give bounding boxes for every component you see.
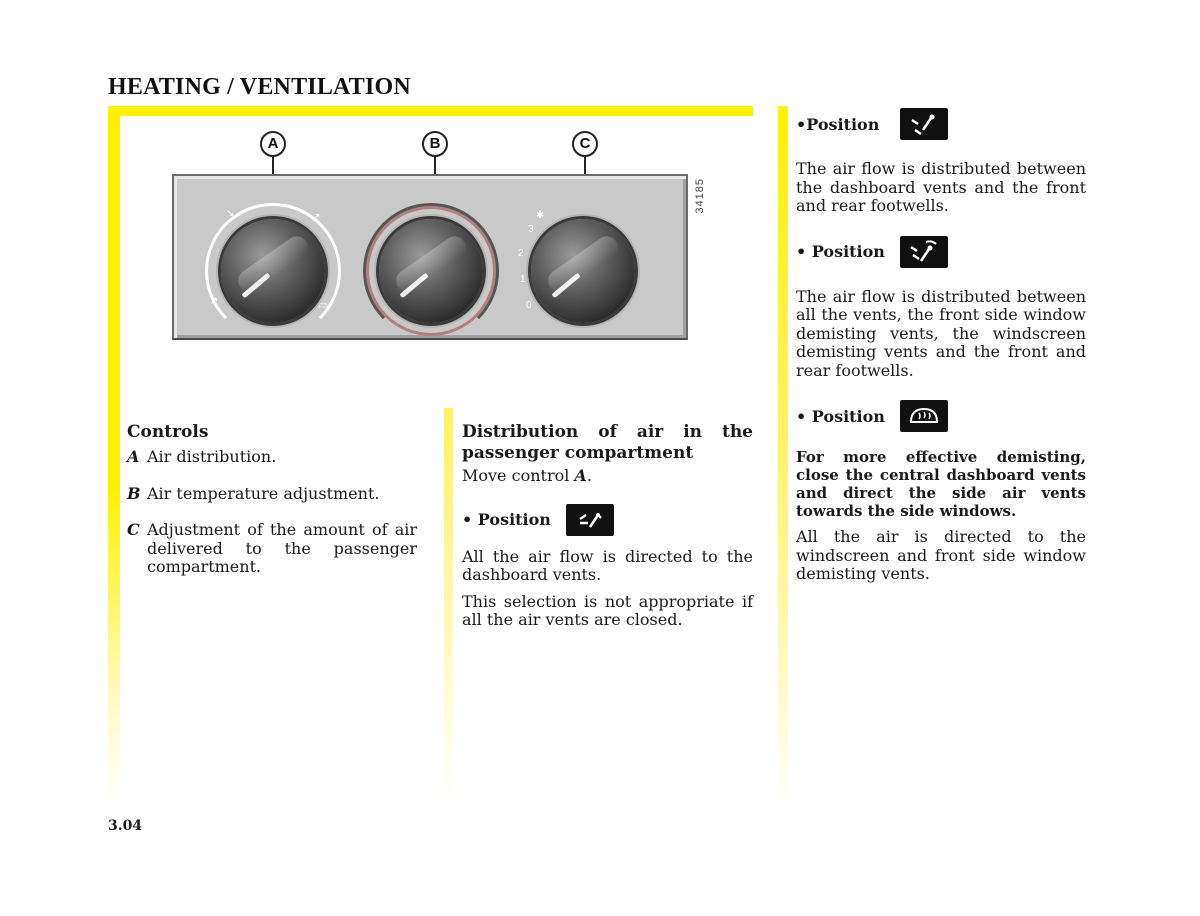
yellow-rule-left [108, 106, 120, 806]
right-column [796, 108, 1086, 584]
callout-b: B [422, 131, 448, 157]
page-number: 3.04 [108, 818, 143, 834]
control-item-a: A Air distribution. [127, 447, 277, 466]
feet-vent-symbol-icon: ↗ [312, 212, 321, 223]
dashboard-footwell-icon [900, 108, 948, 140]
distribution-section [462, 422, 753, 630]
position-dashboard-row: • Position [462, 504, 753, 536]
control-item-b: B Air temperature adjustment. [127, 483, 380, 503]
position-all-vents-row: • Position [796, 236, 1086, 268]
distribution-heading: Distribution of air in the passenger compartment [462, 422, 753, 463]
position-footwell-row: •Position [796, 108, 1086, 140]
callout-c: C [572, 131, 598, 157]
controls-heading: Controls [127, 422, 209, 442]
control-item-c: C Adjustment of the amount of air delivered to the passenger compartment. [127, 520, 417, 576]
position-footwell-text: The air flow is distributed between the dashboard vents and the front and rear footwells. [796, 159, 1086, 215]
yellow-rule-top [108, 106, 753, 116]
yellow-rule-right [778, 106, 788, 806]
knob-c-tick-0: 0 [526, 300, 532, 311]
position-windscreen-row: • Position [796, 400, 1086, 432]
face-vent-symbol-icon: ↘ [226, 208, 235, 219]
knob-a-air-distribution[interactable] [221, 219, 328, 323]
position-windscreen-text: All the air is directed to the windscreen and front side window demisting vents. [796, 527, 1086, 583]
dashboard-vents-icon [566, 504, 614, 536]
knob-b-temperature[interactable] [379, 219, 483, 323]
position-dashboard-text1: All the air flow is directed to the dashboard vents. [462, 546, 753, 584]
all-vents-defrost-icon [900, 236, 948, 268]
knob-c-tick-2: 2 [518, 248, 524, 259]
knob-c-tick-1: 1 [520, 274, 526, 285]
windscreen-defrost-icon [900, 400, 948, 432]
fan-max-symbol-icon: ✱ [536, 210, 545, 221]
demisting-advice: For more effective demisting, close the central dashboard vents and direct the side air vents towards the side windows. [796, 448, 1086, 520]
page-title: HEATING / VENTILATION [108, 74, 411, 100]
position-all-vents-text: The air flow is distributed between all the vents, the front side window demisting vents, the windscreen demisting vents and the front and rear footwells. [796, 286, 1086, 380]
distribution-instruction: Move control A. [462, 466, 592, 485]
knob-c-tick-3: 3 [528, 224, 534, 235]
knob-c-fan-speed[interactable] [531, 219, 635, 323]
position-dashboard-text2: This selection is not appropriate if all the air vents are closed. [462, 591, 753, 629]
defrost-symbol-icon: ▭ [318, 300, 328, 311]
yellow-rule-middle [444, 408, 453, 808]
floor-symbol-icon: ↗ [210, 296, 219, 307]
figure-code: 34185 [694, 178, 706, 214]
controls-section [127, 422, 417, 577]
callout-a: A [260, 131, 286, 157]
